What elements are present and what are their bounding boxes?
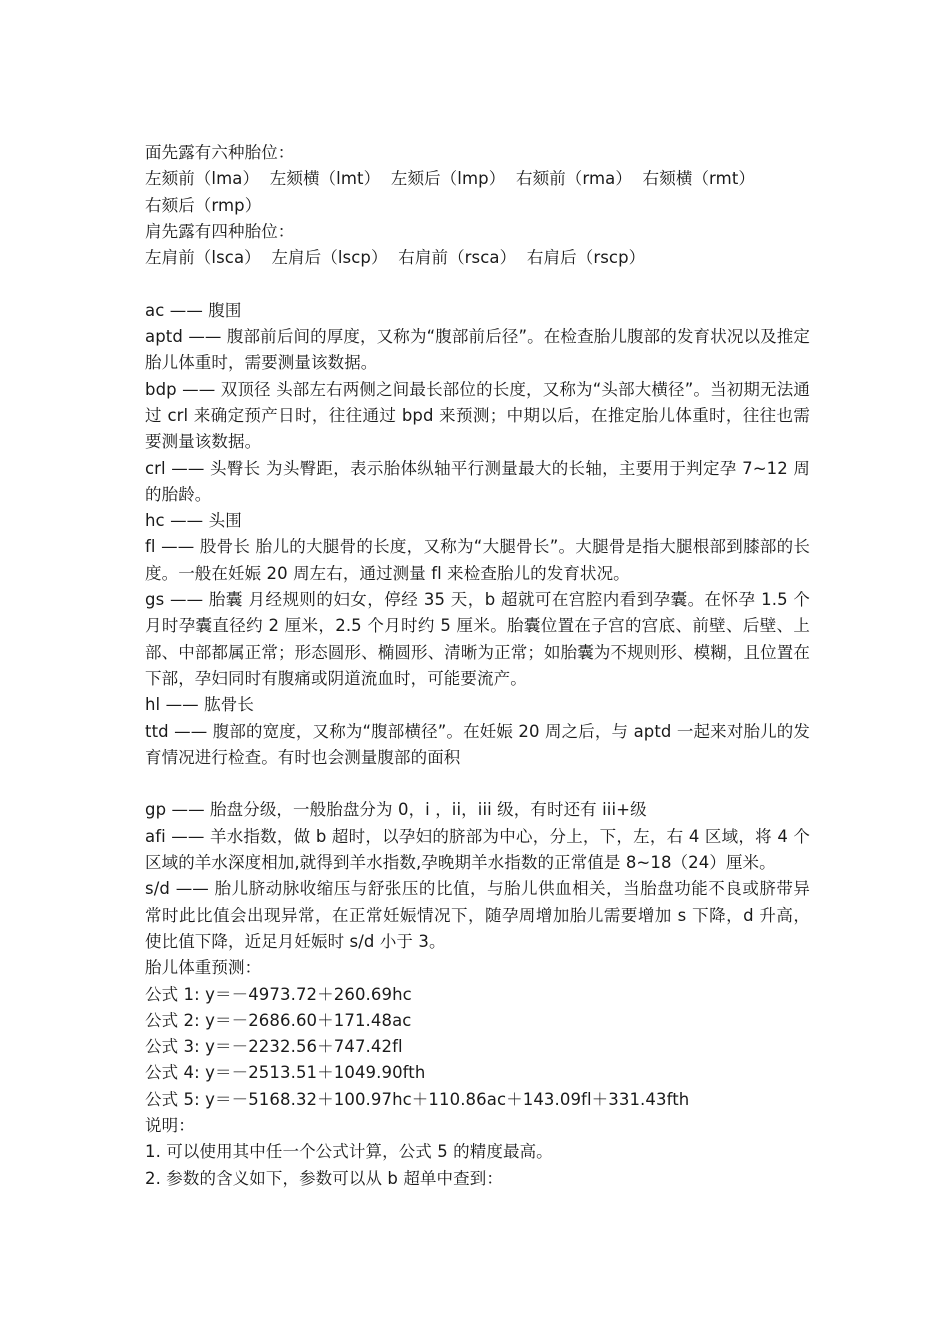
shoulder-positions-row: 左肩前（lsca） 左肩后（lscp） 右肩前（rsca） 右肩后（rscp） (145, 248, 646, 268)
spacer (145, 271, 810, 297)
term-aptd: aptd —— 腹部前后间的厚度，又称为“腹部前后径”。在检查胎儿腹部的发育状况以及推定胎儿体重时，需要测量该数据。 (145, 327, 810, 373)
note-2: 2. 参数的含义如下，参数可以从 b 超单中查到： (145, 1168, 503, 1188)
face-presentation-heading: 面先露有六种胎位： (145, 143, 295, 162)
term-ac: ac —— 腹围 (145, 300, 242, 320)
formula-2: 公式 2: y＝－2686.60＋171.48ac (145, 1010, 412, 1030)
term-gs: gs —— 胎囊 月经规则的妇女，停经 35 天，b 超就可在宫腔内看到孕囊。在怀孕 1.5 个月时孕囊直径约 2 厘米，2.5 个月时约 5 厘米。胎囊位置在子宫的宫底、前壁、后壁、上部、中部都属正常；形态圆形、椭圆形、清晰为正常；如胎囊为不规则形、模糊，且位置在下部，孕妇同时有腹痛或阴道流血时，可能要流产。 (145, 590, 810, 688)
shoulder-presentation-heading: 肩先露有四种胎位： (145, 221, 295, 241)
term-sd: s/d —— 胎儿脐动脉收缩压与舒张压的比值，与胎儿供血相关，当胎盘功能不良或脐带异常时此比值会出现异常，在正常妊娠情况下，随孕周增加胎儿需要增加 s 下降，d 升高，使比值下降，近足月妊娠时 s/d 小于 3。 (145, 879, 810, 951)
notes-heading: 说明： (145, 1115, 195, 1135)
face-positions-row-2: 右颏后（rmp） (145, 195, 262, 215)
term-fl: fl —— 股骨长 胎儿的大腿骨的长度，又称为“大腿骨长”。大腿骨是指大腿根部到膝部的长度。一般在妊娠 20 周左右，通过测量 fl 来检查胎儿的发育状况。 (145, 537, 810, 583)
formula-3: 公式 3: y＝－2232.56＋747.42fl (145, 1037, 403, 1057)
term-bdp: bdp —— 双顶径 头部左右两侧之间最长部位的长度，又称为“头部大横径”。当初期无法通过 crl 来确定预产日时，往往通过 bpd 来预测；中期以后，在推定胎儿体重时，往往也需要测量该数据。 (145, 379, 810, 452)
spacer (145, 771, 810, 797)
term-hc: hc —— 头围 (145, 511, 242, 531)
term-ttd: ttd —— 腹部的宽度，又称为“腹部横径”。在妊娠 20 周之后，与 aptd 一起来对胎儿的发育情况进行检查。有时也会测量腹部的面积 (145, 721, 810, 767)
note-1: 1. 可以使用其中任一个公式计算，公式 5 的精度最高。 (145, 1142, 553, 1162)
term-crl: crl —— 头臀长 为头臀距，表示胎体纵轴平行测量最大的长轴，主要用于判定孕 7~12 周的胎龄。 (145, 458, 810, 504)
formula-5: 公式 5: y＝－5168.32＋100.97hc＋110.86ac＋143.09fl＋331.43fth (145, 1089, 690, 1109)
face-positions-row-1: 左颏前（lma） 左颏横（lmt） 左颏后（lmp） 右颏前（rma） 右颏横（rmt） (145, 169, 755, 189)
weight-heading: 胎儿体重预测： (145, 958, 262, 978)
formula-4: 公式 4: y＝－2513.51＋1049.90fth (145, 1063, 426, 1083)
document-page (145, 140, 810, 1192)
formula-1: 公式 1: y＝－4973.72＋260.69hc (145, 984, 412, 1004)
term-afi: afi —— 羊水指数，做 b 超时，以孕妇的脐部为中心，分上，下，左，右 4 区域，将 4 个区域的羊水深度相加,就得到羊水指数,孕晚期羊水指数的正常值是 8~18（24）厘米。 (145, 826, 810, 873)
term-gp: gp —— 胎盘分级，一般胎盘分为 0，i ，ii，iii 级，有时还有 iii+级 (145, 800, 647, 820)
term-hl: hl —— 肱骨长 (145, 695, 254, 715)
